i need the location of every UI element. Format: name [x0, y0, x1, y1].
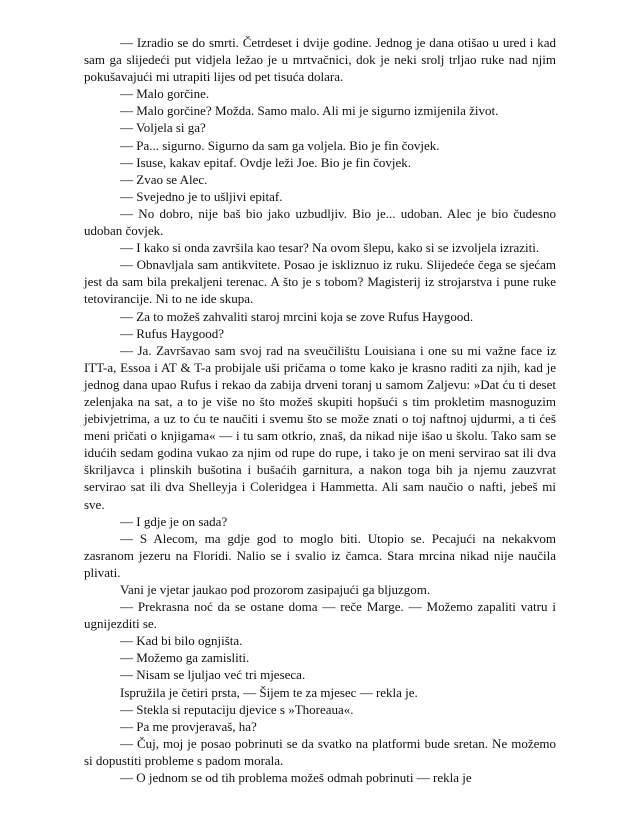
- paragraph: — Izradio se do smrti. Četrdeset i dvije godine. Jednog je dana otišao u ured i kad sam ga slijedeći put vidjela ležao je u mrtvačnici, dok je neki srolj trljao ruke nad njim pokušavajući mi utrapiti lijes od pet tisuća dolara.: [84, 35, 556, 85]
- paragraph: — Stekla si reputaciju djevice s »Thoreaua«.: [120, 701, 354, 717]
- paragraph: — Obnavljala sam antikvitete. Posao je iskliznuo iz ruku. Slijedeće čega se sjećam jest da sam bila prekaljeni terenac. A što je s tobom? Magisterij iz strojarstva i pune ruke tetovirancije. Ni to ne ide skupa.: [84, 257, 556, 307]
- paragraph: — Nisam se ljuljao već tri mjeseca.: [120, 667, 306, 683]
- paragraph: — Isuse, kakav epitaf. Ovdje leži Joe. Bio je fin čovjek.: [120, 154, 411, 170]
- paragraph: — Zvao se Alec.: [120, 171, 208, 187]
- paragraph: — Svejedno je to ušljivi epitaf.: [120, 188, 283, 204]
- paragraph: — No dobro, nije baš bio jako uzbudljiv. Bio je... udoban. Alec je bio čudesno udoban čovjek.: [84, 205, 556, 239]
- paragraph: Vani je vjetar jaukao pod prozorom zasipajući ga bljuzgom.: [120, 582, 431, 597]
- paragraph: — Za to možeš zahvaliti staroj mrcini koja se zove Rufus Haygood.: [120, 308, 474, 324]
- paragraph: — O jednom se od tih problema možeš odmah pobrinuti — rekla je: [120, 770, 472, 786]
- paragraph: — Pa me provjeravaš, ha?: [120, 718, 257, 734]
- paragraph: — Malo gorčine? Možda. Samo malo. Ali mi je sigurno izmijenila život.: [120, 103, 499, 119]
- paragraph: — Kad bi bilo ognjišta.: [120, 633, 243, 649]
- book-page: [84, 34, 556, 786]
- paragraph: — Malo gorčine.: [120, 86, 210, 102]
- paragraph: — I gdje je on sada?: [120, 513, 228, 529]
- paragraph: — Pa... sigurno. Sigurno da sam ga voljela. Bio je fin čovjek.: [120, 137, 440, 153]
- paragraph: — Čuj, moj je posao pobrinuti se da svatko na platformi bude sretan. Ne možemo si dopustiti probleme s padom morala.: [84, 735, 556, 768]
- paragraph: — I kako si onda završila kao tesar? Na ovom šlepu, kako si se izvoljela izraziti.: [120, 240, 540, 256]
- paragraph: — Prekrasna noć da se ostane doma — reče Marge. — Možemo zapaliti vatru i ugnijezditi se.: [84, 599, 556, 632]
- paragraph: — Voljela si ga?: [120, 120, 206, 136]
- paragraph: Ispružila je četiri prsta, — Šijem te za mjesec — rekla je.: [120, 684, 418, 700]
- paragraph: — S Alecom, ma gdje god to moglo biti. Utopio se. Pecajući na nekakvom zasranom jezeru na Floridi. Nalio se i svalio iz čamca. Stara mrcina nikad nije naučila plivati.: [84, 530, 556, 580]
- paragraph: — Rufus Haygood?: [120, 325, 224, 341]
- paragraph: — Ja. Završavao sam svoj rad na sveučilištu Louisiana i one su mi važne face iz ITT-a, Essoa i AT & T-a probijale uši pričama o tome kako je krasno raditi za njih, kad je jednog dana upao Rufus i rekao da zabija drveni toranj u samom Zaljevu: »Dat ću ti deset zelenjaka na sat, a to je više no što možeš skupiti hopšući s tim prokletim masnoguzim jebivjetrima, a uz to ću te naučiti i svemu što se može znati o toj naftnoj ujdurmi, a ti ćeš meni pričati o knjigama« — i tu sam otkrio, znaš, da nikad nije išao u školu. Tako sam se idućih sedam godina vukao za njim od rupe do rupe, i tako je on meni servirao sat ili dva škriljavca i plinskih bušotina i bušaćih garnitura, a nakon toga bih ja njemu zauzvrat servirao sat ili dva Shelleyja i Coleridgea i Hammetta. Ali sam naučio o nafti, jebeš mi sve.: [84, 342, 556, 512]
- paragraph: — Možemo ga zamisliti.: [120, 650, 250, 666]
